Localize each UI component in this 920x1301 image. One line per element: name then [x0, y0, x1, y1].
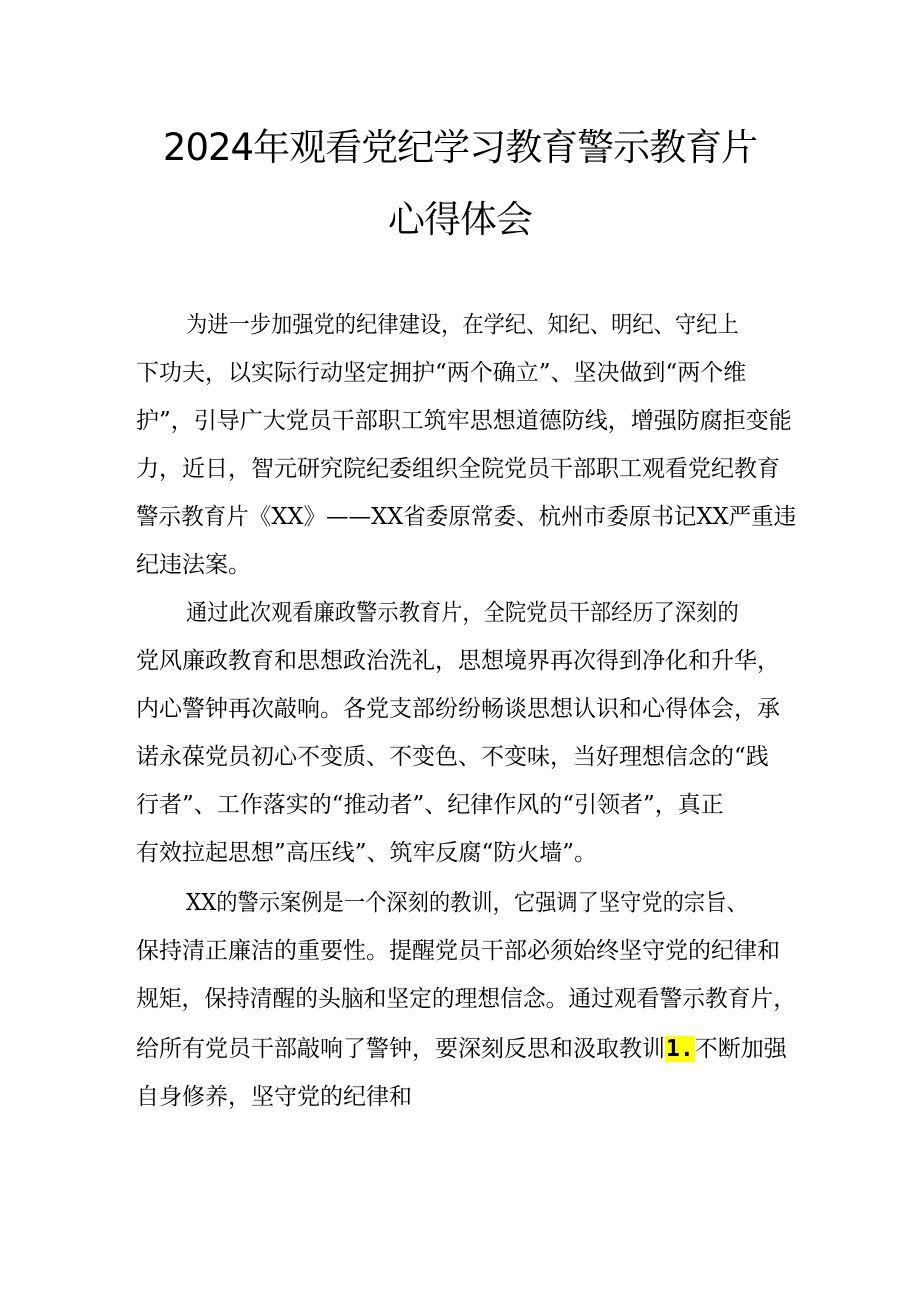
paragraph-2-line-1: 通过此次观看廉政警示教育片，全院党员干部经历了深刻的 [186, 600, 739, 626]
paragraph-2-line-3: 内心警钟再次敲响。各党支部纷纷畅谈思想认识和心得体会，承 [136, 696, 780, 722]
document-title-line-2: 心得体会 [388, 198, 532, 241]
highlighted-list-number: 1. [666, 1036, 694, 1062]
document-title-line-1: 2024年观看党纪学习教育警示教育片 [162, 126, 758, 169]
paragraph-1-line-2: 下功夫，以实际行动坚定拥护“两个确立”、坚决做到“两个维 [136, 360, 747, 386]
paragraph-1-line-5: 警示教育片《XX》——XX省委原常委、杭州市委原书记XX严重违 [136, 504, 797, 530]
paragraph-2-line-5: 行者”、工作落实的“推动者”、纪律作风的“引领者”，真正 [136, 792, 724, 818]
paragraph-3-line-4-text: 给所有党员干部敲响了警钟，要深刻反思和汲取教训 [136, 1036, 665, 1062]
paragraph-1-line-6: 纪违法案。 [136, 552, 251, 578]
paragraph-1-line-3: 护”，引导广大党员干部职工筑牢思想道德防线，增强防腐拒变能 [136, 408, 792, 434]
paragraph-3-line-4-tail: 不断加强 [694, 1036, 787, 1062]
paragraph-3-line-1: XX的警示案例是一个深刻的教训，它强调了坚守党的宗旨、 [186, 890, 748, 916]
paragraph-3-line-3: 规矩，保持清醒的头脑和坚定的理想信念。通过观看警示教育片， [136, 986, 796, 1012]
paragraph-3-line-4 [136, 1029, 796, 1069]
paragraph-3-line-5: 自身修养，坚守党的纪律和 [136, 1084, 412, 1110]
paragraph-3-line-2: 保持清正廉洁的重要性。提醒党员干部必须始终坚守党的纪律和 [136, 938, 780, 964]
paragraph-1-line-4: 力，近日，智元研究院纪委组织全院党员干部职工观看党纪教育 [136, 456, 780, 482]
paragraph-2-line-6: 有效拉起思想”高压线”、筑牢反腐“防火墙”。 [136, 840, 598, 866]
paragraph-2-line-4: 诺永葆党员初心不变质、不变色、不变味，当好理想信念的“践 [136, 744, 769, 770]
paragraph-2-line-2: 党风廉政教育和思想政治洗礼，思想境界再次得到净化和升华， [136, 648, 780, 674]
paragraph-1-line-1: 为进一步加强党的纪律建设，在学纪、知纪、明纪、守纪上 [186, 312, 739, 338]
